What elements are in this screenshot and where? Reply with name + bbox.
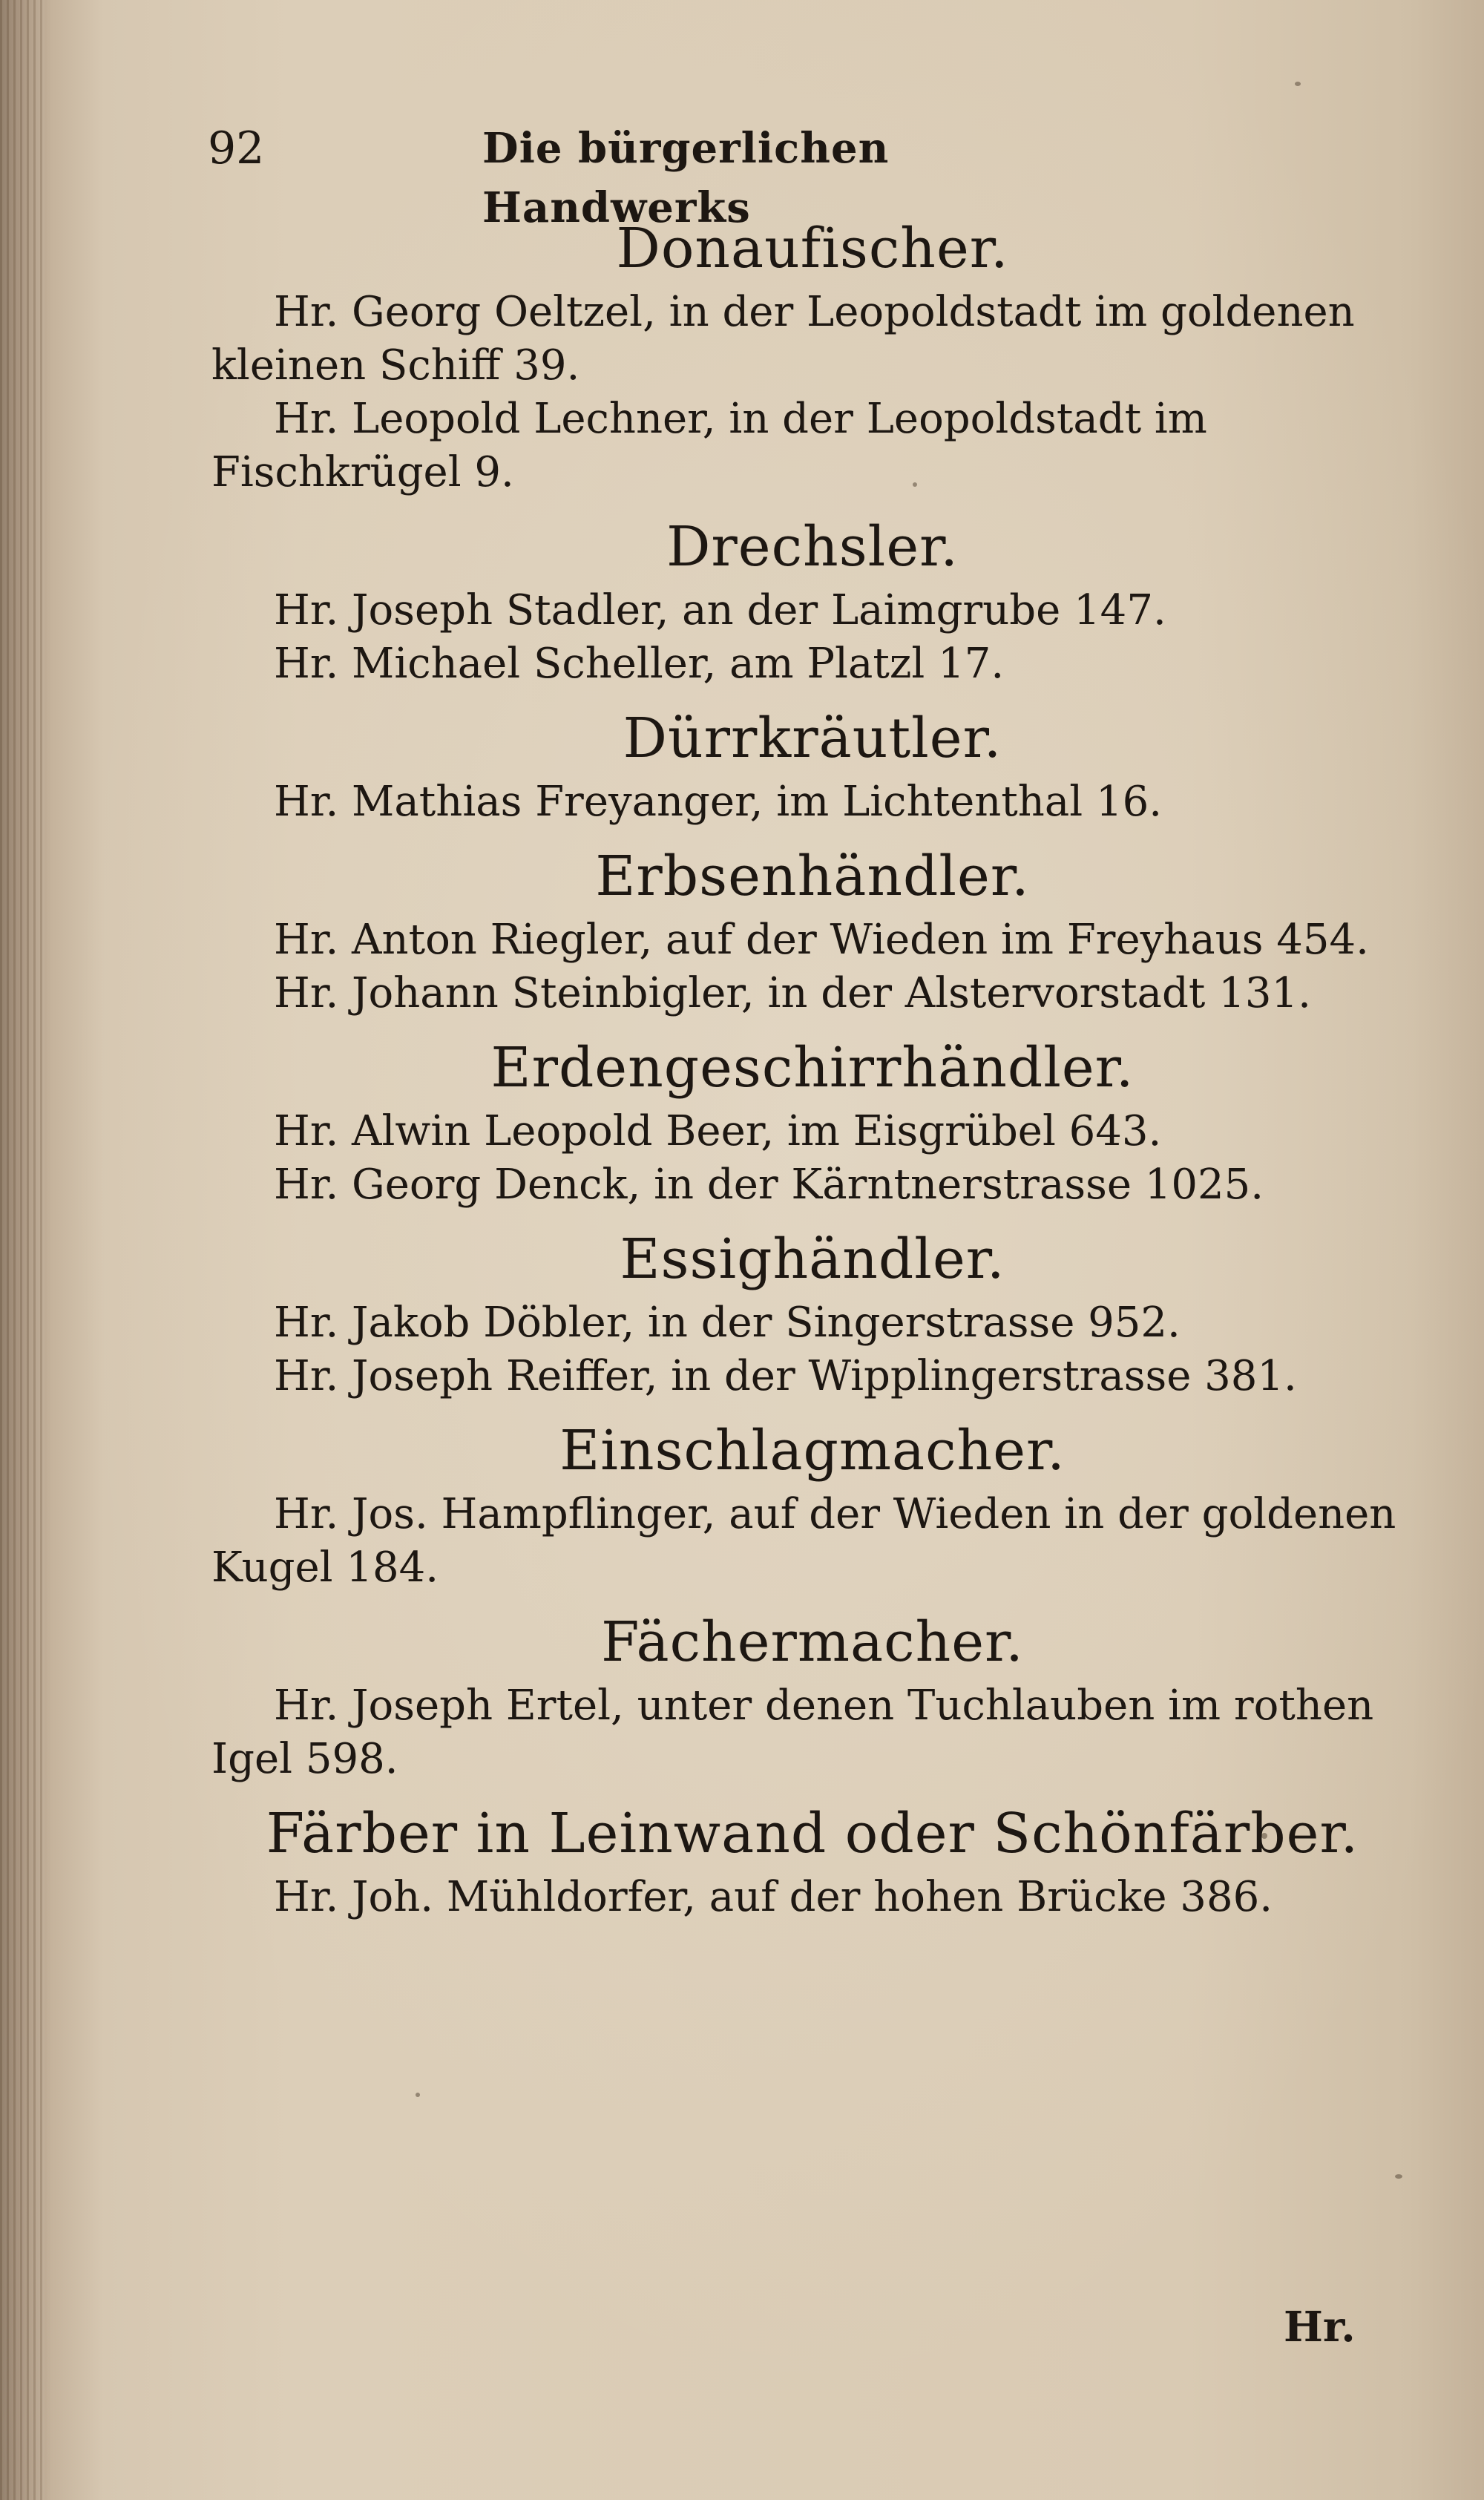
trade-heading: Donaufischer. <box>616 217 1009 280</box>
paper-speck <box>1395 2174 1402 2179</box>
craftsman-entry: Hr. Jos. Hampflinger, auf der Wieden in der goldenen Kugel 184. <box>211 1490 1396 1592</box>
trade-section <box>211 1222 1414 1403</box>
trade-heading: Erdengeschirrhändler. <box>490 1036 1135 1100</box>
catchword: Hr. <box>1284 2303 1356 2352</box>
trade-section <box>211 1414 1414 1595</box>
paper-speck <box>1295 82 1301 86</box>
craftsman-entry: Hr. Georg Oeltzel, in der Leopoldstadt im goldenen kleinen Schiff 39. <box>211 288 1355 390</box>
trade-heading: Einschlagmacher. <box>559 1419 1066 1483</box>
craftsman-entry: Hr. Johann Steinbigler, in der Alstervorstadt 131. <box>274 969 1311 1017</box>
trade-section <box>211 1797 1414 1924</box>
trade-section <box>211 1605 1414 1786</box>
trade-heading: Fächermacher. <box>601 1610 1024 1674</box>
trade-section <box>211 701 1414 829</box>
directory-listing <box>211 211 1414 1935</box>
entry-list <box>211 584 1414 691</box>
craftsman-entry: Hr. Joseph Reiffer, in der Wipplingerstrasse 381. <box>274 1352 1297 1400</box>
entry-list <box>211 775 1414 829</box>
page-binding-edge <box>0 0 45 2500</box>
trade-section <box>211 510 1414 691</box>
page-header <box>208 119 1128 232</box>
craftsman-entry: Hr. Joseph Stadler, an der Laimgrube 147. <box>274 586 1166 634</box>
trade-heading: Drechsler. <box>666 515 959 579</box>
entry-list <box>211 286 1414 499</box>
trade-section <box>211 1031 1414 1212</box>
craftsman-entry: Hr. Anton Riegler, auf der Wieden im Freyhaus 454. <box>274 916 1369 964</box>
entry-list <box>211 1488 1414 1595</box>
trade-heading: Erbsenhändler. <box>595 844 1030 908</box>
craftsman-entry: Hr. Leopold Lechner, in der Leopoldstadt im Fischkrügel 9. <box>211 395 1207 496</box>
entry-list <box>211 913 1414 1020</box>
entry-list <box>211 1105 1414 1212</box>
craftsman-entry: Hr. Joseph Ertel, unter denen Tuchlauben im rothen Igel 598. <box>211 1682 1374 1783</box>
craftsman-entry: Hr. Joh. Mühldorfer, auf der hohen Brücke 386. <box>274 1873 1273 1921</box>
craftsman-entry: Hr. Alwin Leopold Beer, im Eisgrübel 643. <box>274 1107 1162 1155</box>
running-head: Die bürgerlichen Handwerks <box>482 124 890 232</box>
page-number: 92 <box>208 122 265 174</box>
craftsman-entry: Hr. Michael Scheller, am Platzl 17. <box>274 640 1005 688</box>
trade-section <box>211 839 1414 1020</box>
entry-list <box>211 1296 1414 1403</box>
trade-heading: Färber in Leinwand oder Schönfärber. <box>266 1802 1359 1866</box>
craftsman-entry: Hr. Mathias Freyanger, im Lichtenthal 16. <box>274 778 1163 826</box>
trade-heading: Dürrkräutler. <box>623 706 1002 770</box>
trade-section <box>211 211 1414 499</box>
entry-list <box>211 1871 1414 1924</box>
craftsman-entry: Hr. Jakob Döbler, in der Singerstrasse 952. <box>274 1299 1181 1347</box>
craftsman-entry: Hr. Georg Denck, in der Kärntnerstrasse 1025. <box>274 1161 1264 1209</box>
paper-speck <box>416 2093 420 2097</box>
trade-heading: Essighändler. <box>620 1227 1005 1291</box>
entry-list <box>211 1679 1414 1786</box>
